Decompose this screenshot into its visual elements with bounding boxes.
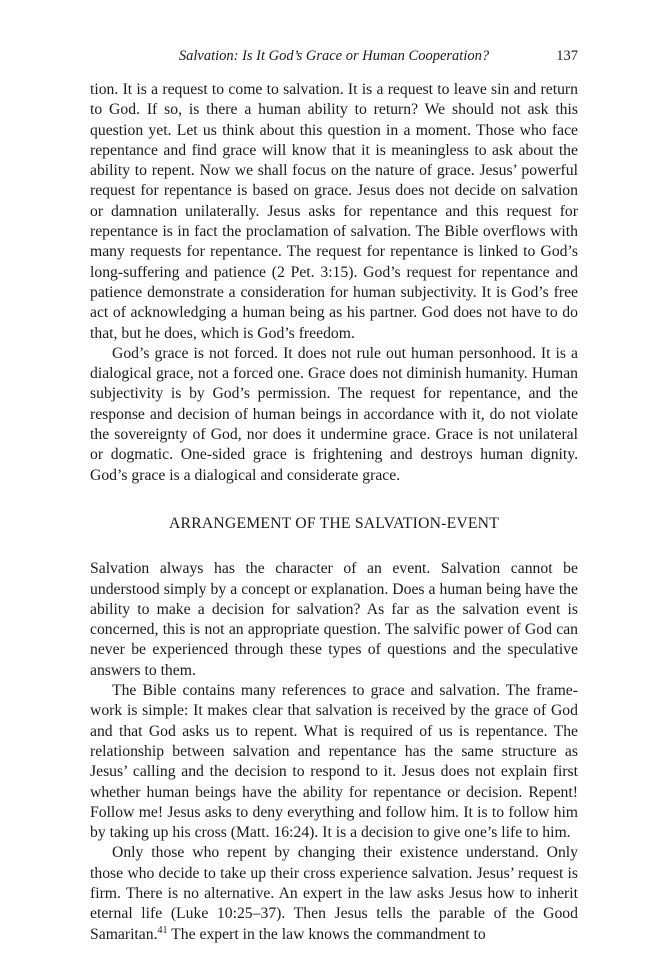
page-number: 137: [556, 48, 578, 64]
paragraph-repentance-text: Only those who repent by changing their existence understand. Only those who decide to take up their cross experience salvation. Jesus’ request is firm. There is no alternative. An expert in the law asks Jesus how to inherit eternal life (Luke 10:25–37). Then Jesus tells the parable of the Good Samaritan.: [90, 844, 578, 943]
section-heading: ARRANGEMENT OF THE SALVATION-EVENT: [169, 514, 499, 532]
running-head: [90, 48, 578, 70]
paragraph-repentance: [90, 843, 578, 944]
paragraph-bible-framework: The Bible contains many references to grace and salvation. The framework is simple: It makes clear that salvation is received by the grace of God and that God asks us to repent. What is required of us is repentance. The relationship between salvation and repentance has the same structure as Jesus’ calling and the decision to respond to it. Jesus does not explain first whether human beings have the ability for repentance or decision. Repent! Follow me! Jesus asks to deny everything and follow him. It is to follow him by taking up his cross (Matt. 16:24). It is a decision to give one’s life to him.: [90, 682, 578, 842]
paragraph-dialogical-grace: God’s grace is not forced. It does not rule out human personhood. It is a dialogical grace, not a forced one. Grace does not diminish humanity. Human subjectivity is by God’s permission. The request for repentance, and the response and decision of human beings in accordance with it, do not violate the sovereignty of God, nor does it undermine grace. Grace is not unilateral or dogmatic. One-sided grace is frightening and destroys human dignity. God’s grace is a dialogical and considerate grace.: [90, 344, 578, 484]
paragraph-continued: tion. It is a request to come to salvation. It is a request to leave sin and return to God. If so, is there a human ability to return? We should not ask this question yet. Let us think about this question in a moment. Those who face repentance and find grace will know that it is meaningless to ask about the ability to repent. Now we shall focus on the nature of grace. Jesus’ powerful request for repentance is based on grace. Jesus does not decide on salvation or damnation unilaterally. Jesus asks for repentance and this request for repentance is in fact the proclamation of salvation. The Bible overflows with many requests for repentance. The request for repentance is linked to God’s long-suffering and patience (2 Pet. 3:15). God’s request for repentance and patience demonstrate a consideration for human subjectivity. It is God’s free act of acknowledging a human being as his partner. God does not have to do that, but he does, which is God’s freedom.: [90, 81, 578, 342]
footnote-reference[interactable]: 41: [157, 924, 168, 936]
paragraph-salvation-event: Salvation always has the character of an event. Salvation cannot be understood simply by a concept or explanation. Does a human being have the ability to make a decision for salvation? As far as the salvation event is concerned, this is not an appropriate question. The salvific power of God can never be experienced through these types of questions and the speculative answers to them.: [90, 560, 578, 679]
paragraph-repentance-continuation: The expert in the law knows the commandment to: [167, 925, 486, 943]
running-head-title: Salvation: Is It God’s Grace or Human Cooperation?: [178, 48, 490, 64]
body-text: [90, 80, 578, 945]
